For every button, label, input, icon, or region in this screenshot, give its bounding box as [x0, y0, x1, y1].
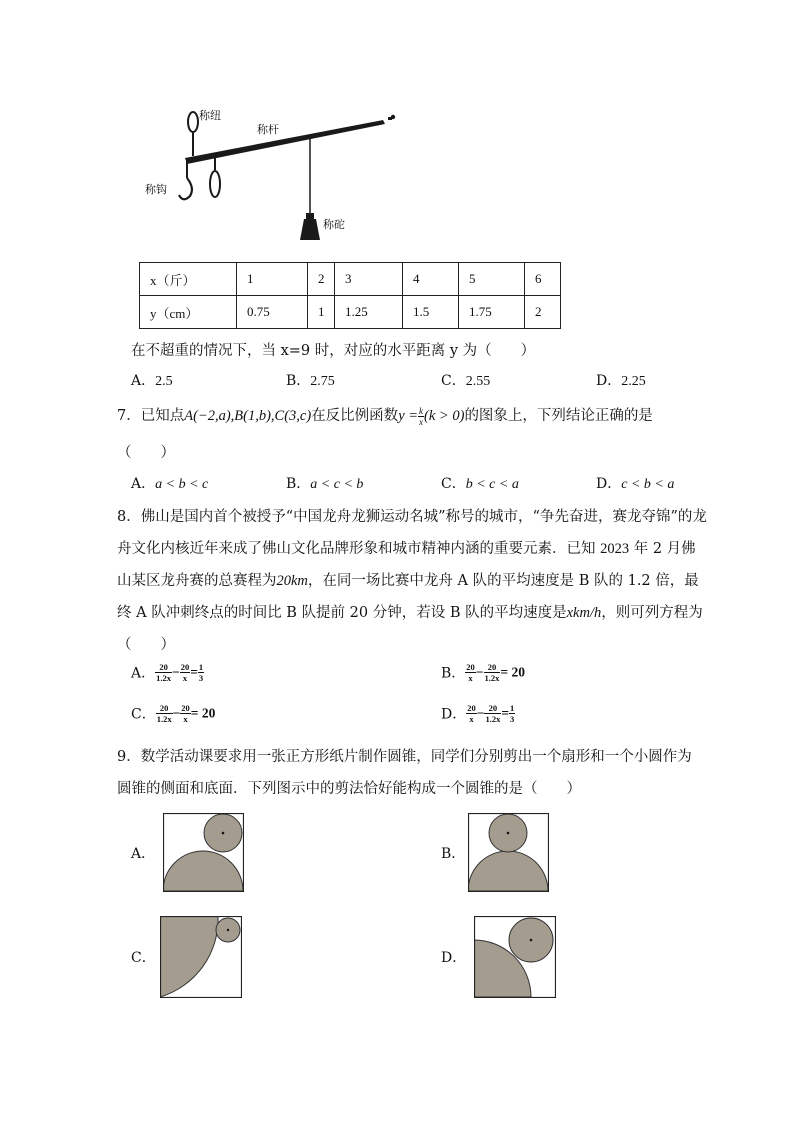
option-letter: A．: [131, 665, 156, 682]
table-cell: 0.75: [237, 296, 308, 329]
q6-stem: 在不超重的情况下，当 x=9 时，对应的水平距离 y 为（ ）: [131, 343, 536, 359]
fraction: [484, 662, 501, 683]
q8-line-1: [117, 505, 707, 526]
table-row: [140, 296, 561, 329]
q7-option-b: [286, 473, 363, 493]
fraction-numerator: 1: [198, 662, 204, 672]
fraction: [465, 662, 476, 683]
q9-option-b-figure: [468, 813, 549, 892]
option-text: b < c < a: [465, 477, 519, 492]
fraction-numerator: 20: [484, 662, 501, 673]
fraction-denominator: x: [183, 714, 188, 724]
q9-option-c-figure: [160, 916, 242, 998]
fraction-denominator: 1.2x: [484, 673, 500, 683]
q9-option-b-letter: B．: [441, 846, 466, 862]
q6-option-b: [286, 370, 335, 390]
option-letter: D．: [596, 373, 622, 389]
fraction: [198, 662, 204, 683]
q8-option-a: A． $\frac{20}{1.2x}$ − $\frac{20}{x}$ = $\frac{1}{3}$: [131, 662, 204, 683]
option-letter: D．: [441, 706, 467, 723]
q8-line-4: [117, 601, 703, 622]
q7-option-c: [441, 473, 519, 493]
fraction: [466, 703, 477, 724]
q8-line-2: [117, 537, 696, 558]
fraction-denominator: x: [468, 673, 473, 683]
question-number: 9．: [117, 749, 141, 765]
q7-option-a: [131, 473, 208, 493]
q7-paren: （ ）: [117, 445, 175, 461]
option-letter: C．: [131, 706, 156, 723]
table-cell: x（斤）: [140, 263, 237, 296]
q8-text: ，在同一场比赛中龙舟 A 队的平均速度是 B 队的 1.2 倍，最: [307, 573, 699, 589]
fraction-denominator: 1.2x: [156, 714, 172, 724]
q8-text: 年 2 月佛: [629, 541, 696, 557]
option-text: 2.25: [621, 374, 646, 389]
fraction: [180, 703, 191, 724]
q9-option-d-letter: D．: [441, 950, 467, 966]
table-cell: 3: [335, 263, 403, 296]
table-cell: 1.25: [335, 296, 403, 329]
table-cell: 2: [308, 263, 335, 296]
q7-option-d: [596, 473, 674, 493]
q8-option-d: D． $\frac{20}{x}$ − $\frac{20}{1.2x}$ = $\frac{1}{3}$: [441, 703, 515, 724]
option-letter: C．: [441, 373, 466, 389]
q6-option-a: [131, 370, 173, 390]
table-row: [140, 263, 561, 296]
q8-text: 舟文化内核近年来成了佛山文化品牌形象和城市精神内涵的重要元素．已知: [117, 541, 601, 557]
question-number: 7．: [117, 408, 141, 424]
q7-post: 的图象上，下列结论正确的是: [464, 408, 653, 424]
q8-text: 佛山是国内首个被授予“中国龙舟龙狮运动名城”称号的城市，“争先奋进，赛龙夺锦”的龙: [140, 509, 707, 525]
fraction-denominator: x: [182, 673, 188, 683]
q9-line-1: [117, 745, 692, 766]
q7-points: A(−2,a),B(1,b),C(3,c): [184, 408, 312, 424]
q6-option-c: [441, 370, 490, 390]
q8-distance: 20km: [276, 573, 308, 589]
label-hook: 称钩: [145, 183, 167, 196]
table-cell: y（cm）: [140, 296, 237, 329]
fraction-numerator: 1: [510, 703, 515, 713]
table-cell: 1: [237, 263, 308, 296]
equation-rhs: = 20: [500, 664, 525, 680]
equation-rhs: = 20: [190, 705, 216, 721]
label-weight: 称砣: [323, 218, 345, 231]
fraction-denominator: 3: [198, 673, 204, 683]
q9-text: 数学活动课要求用一张正方形纸片制作圆锥，同学们分别剪出一个扇形和一个小圆作为: [140, 749, 692, 765]
label-beam: 称杆: [257, 123, 279, 136]
option-letter: B．: [441, 665, 466, 682]
fraction-denominator: x: [419, 416, 424, 427]
data-table: [139, 262, 561, 329]
fraction-numerator: 20: [484, 703, 501, 714]
fraction-denominator: 1.2x: [156, 673, 171, 683]
table-cell: 6: [525, 263, 561, 296]
fraction: [155, 662, 172, 683]
q9-option-d-figure: [474, 916, 556, 998]
q7-pre: 已知点: [140, 408, 185, 424]
q8-text: ，则可列方程为: [601, 605, 703, 621]
table-cell: 1.75: [459, 296, 525, 329]
q7-func-lhs: y =: [398, 408, 419, 424]
fraction: [180, 662, 191, 683]
fraction: [156, 703, 173, 724]
q8-paren: （ ）: [117, 637, 175, 653]
q8-text: 终 A 队冲刺终点的时间比 B 队提前 20 分钟，若设 B 队的平均速度是: [117, 605, 567, 621]
option-letter: D．: [596, 476, 622, 492]
fraction-numerator: 20: [155, 662, 172, 673]
q7-func-cond: (k > 0): [424, 408, 465, 424]
table-cell: 1.5: [403, 296, 459, 329]
fraction-numerator: 20: [466, 662, 475, 672]
q6-option-d: [596, 370, 646, 390]
fraction-numerator: k: [419, 405, 424, 416]
fraction-numerator: 20: [181, 703, 190, 713]
fraction: [484, 703, 501, 724]
q7-mid: 在反比例函数: [311, 408, 399, 424]
q8-option-c: C． $\frac{20}{1.2x}$ − $\frac{20}{x}$ = 20: [131, 703, 216, 724]
option-letter: A．: [131, 476, 156, 492]
option-letter: A．: [131, 373, 156, 389]
option-letter: B．: [286, 476, 311, 492]
q9-option-c-letter: C．: [131, 950, 156, 966]
option-text: 2.75: [310, 374, 335, 389]
fraction: [509, 703, 515, 724]
q8-text: 山某区龙舟赛的总赛程为: [117, 573, 277, 589]
option-text: a < b < c: [155, 477, 209, 492]
option-text: 2.5: [155, 374, 173, 389]
fraction-numerator: 20: [156, 703, 173, 714]
table-cell: 5: [459, 263, 525, 296]
fraction-denominator: x: [469, 714, 474, 724]
option-letter: C．: [441, 476, 466, 492]
q9-option-a-figure: [163, 813, 244, 892]
question-number: 8．: [117, 509, 141, 525]
table-cell: 2: [525, 296, 561, 329]
table-cell: 1: [308, 296, 335, 329]
fraction-numerator: 20: [467, 703, 476, 713]
q9-line-2: 圆锥的侧面和底面．下列图示中的剪法恰好能构成一个圆锥的是（ ）: [117, 781, 581, 797]
fraction-numerator: 20: [180, 662, 190, 672]
option-letter: B．: [286, 373, 311, 389]
option-text: a < c < b: [310, 477, 364, 492]
option-text: 2.55: [465, 374, 491, 389]
label-button: 称纽: [199, 109, 221, 122]
table-cell: 4: [403, 263, 459, 296]
option-text: c < b < a: [621, 477, 675, 492]
q8-year: 2023: [600, 541, 630, 557]
q9-option-a-letter: A．: [131, 846, 156, 862]
fraction-denominator: 1.2x: [485, 714, 501, 724]
q8-line-3: [117, 569, 699, 590]
q8-option-b: B． $\frac{20}{x}$ − $\frac{20}{1.2x}$ = 20: [441, 662, 525, 683]
q7-stem: [117, 404, 653, 427]
fraction-denominator: 3: [510, 714, 515, 724]
q8-speed: xkm/h: [566, 605, 602, 621]
